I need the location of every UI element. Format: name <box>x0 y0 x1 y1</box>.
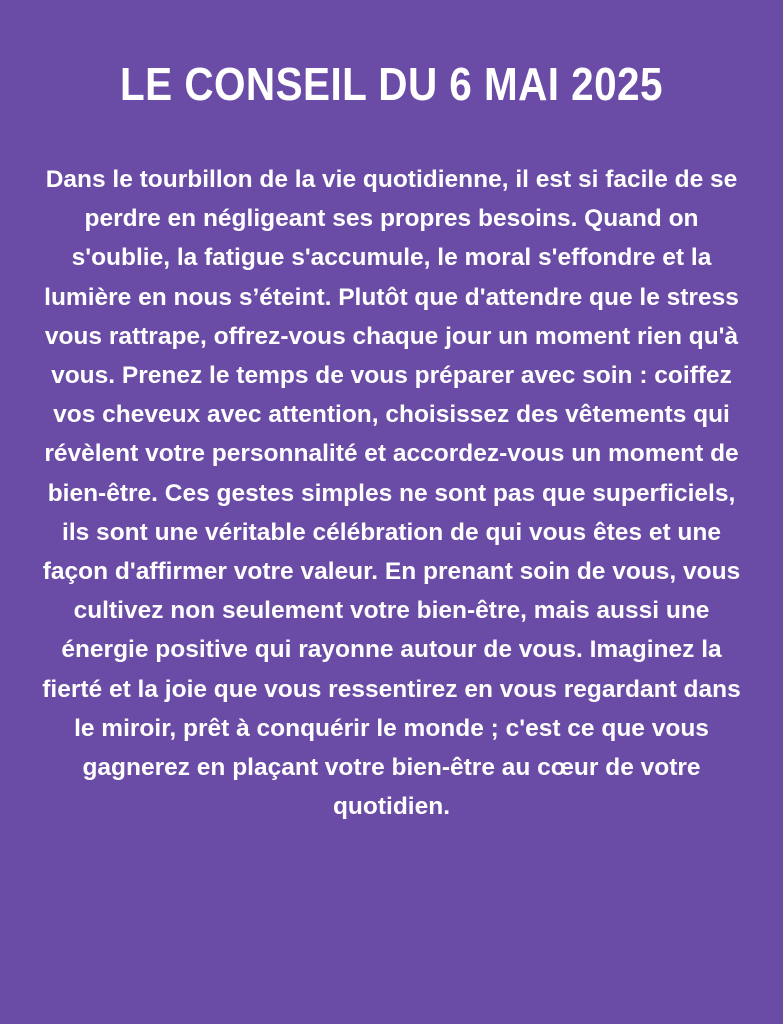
advice-text: Dans le tourbillon de la vie quotidienne, il est si facile de se perdre en négligeant ses propres besoins. Quand on s'oublie, la fatigue s'accumule, le moral s'effondre et la lumière en nous s’éteint. Plutôt que d'attendre que le stress vous rattrape, offrez-vous chaque jour un moment rien qu'à vous. Prenez le temps de vous préparer avec soin : coiffez vos cheveux avec attention, choisissez des vêtements qui révèlent votre personnalité et accordez-vous un moment de bien-être. Ces gestes simples ne sont pas que superficiels, ils sont une véritable célébration de qui vous êtes et une façon d'affirmer votre valeur. En prenant soin de vous, vous cultivez non seulement votre bien-être, mais aussi une énergie positive qui rayonne autour de vous. Imaginez la fierté et la joie que vous ressentirez en vous regardant dans le miroir, prêt à conquérir le monde ; c'est ce que vous gagnerez en plaçant votre bien-être au cœur de votre quotidien. <box>42 166 741 821</box>
page-title: LE CONSEIL DU 6 MAI 2025 <box>120 58 663 110</box>
